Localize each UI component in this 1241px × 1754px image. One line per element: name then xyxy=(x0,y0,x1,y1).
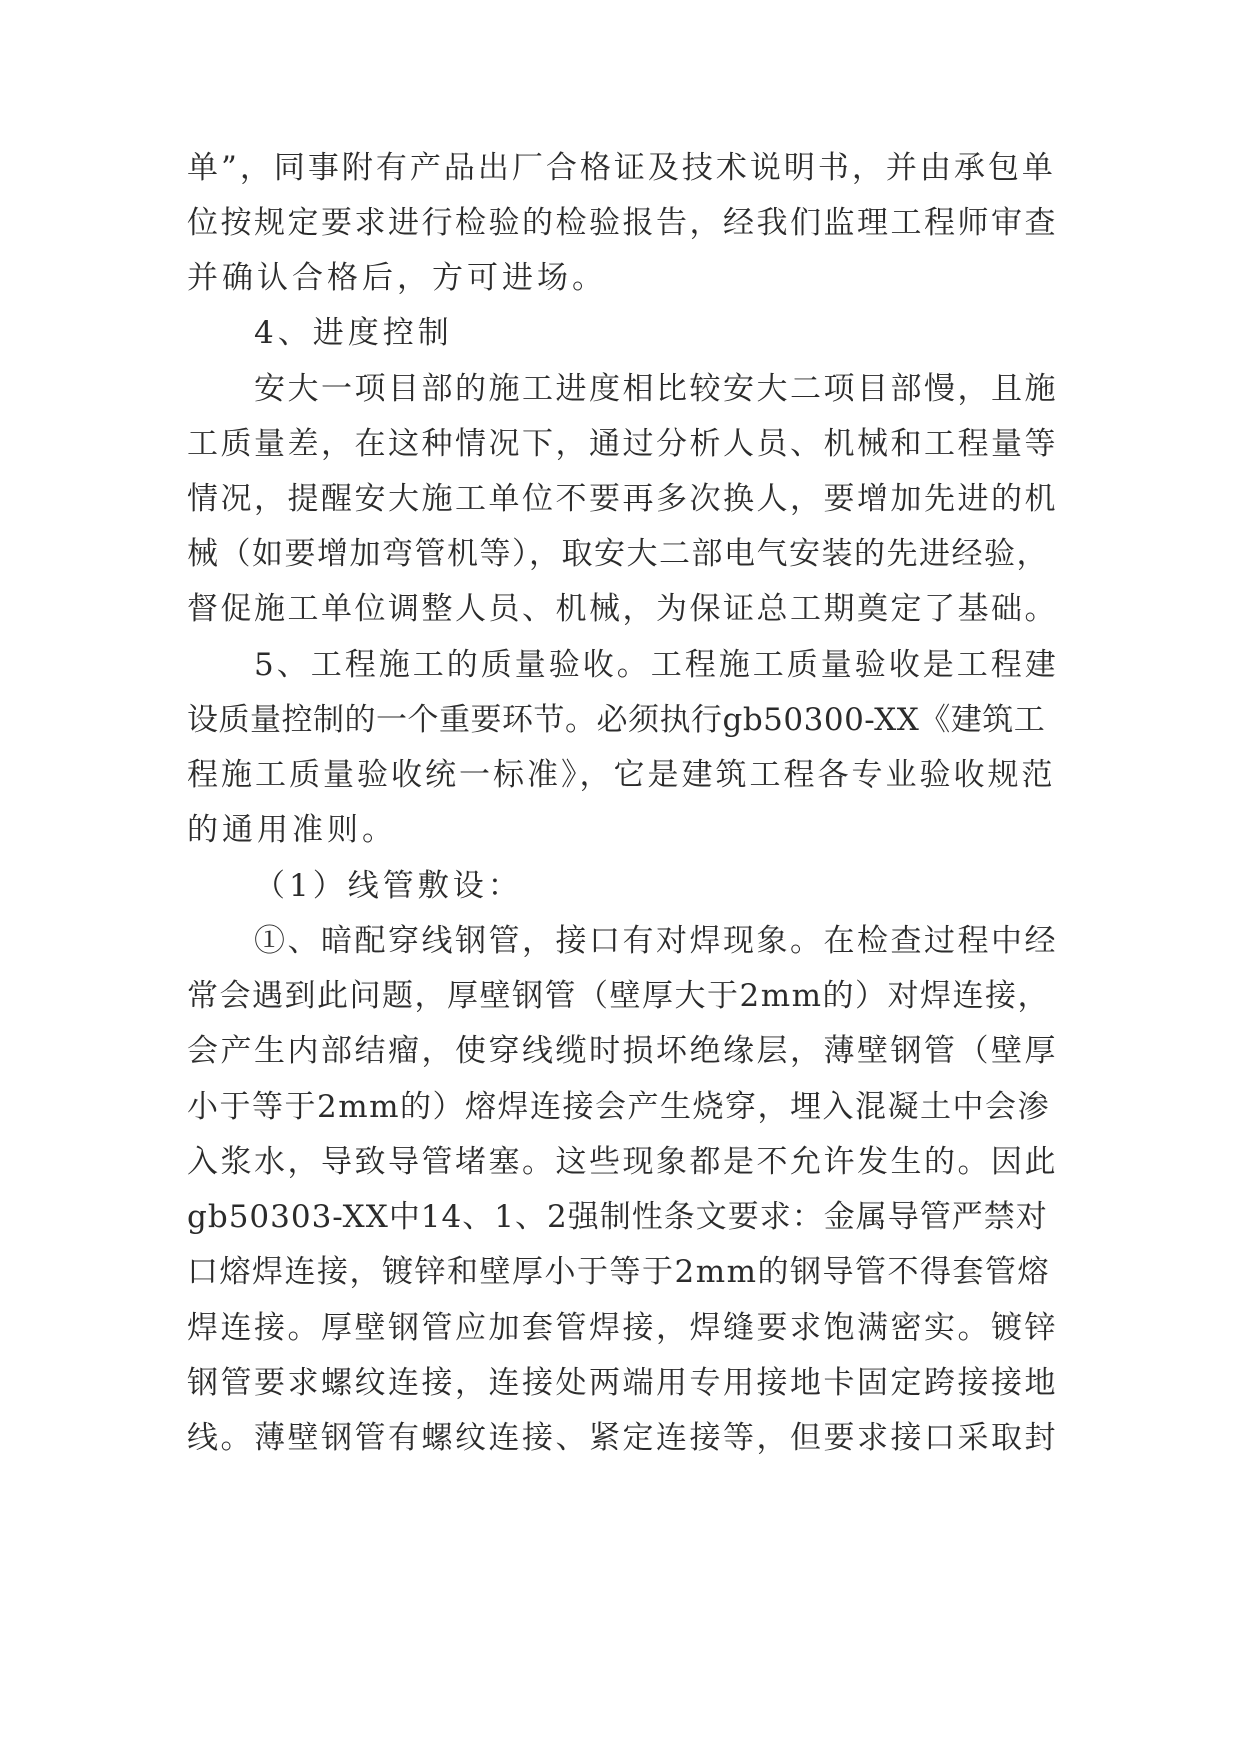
text-line: 程施工质量验收统一标准》，它是建筑工程各专业验收规范 xyxy=(187,757,1056,793)
text-line: 督促施工单位调整人员、机械，为保证总工期奠定了基础。 xyxy=(187,591,1058,627)
text-line: 小于等于2mm的）熔焊连接会产生烧穿，埋入混凝土中会渗 xyxy=(187,1089,1051,1125)
text-line: 安大一项目部的施工进度相比较安大二项目部慢，且施 xyxy=(254,371,1058,407)
text-line: 并确认合格后，方可进场。 xyxy=(187,260,607,296)
section-heading: 4、进度控制 xyxy=(254,315,453,351)
text-line: ①、暗配穿线钢管，接口有对焊现象。在检查过程中经 xyxy=(254,923,1058,959)
text-line: 设质量控制的一个重要环节。必须执行gb50300-XX《建筑工 xyxy=(187,702,1046,738)
text-line: 焊连接。厚壁钢管应加套管焊接，焊缝要求饱满密实。镀锌 xyxy=(187,1310,1058,1346)
text-line: 工质量差，在这种情况下，通过分析人员、机械和工程量等 xyxy=(187,426,1058,462)
text-line: gb50303-XX中14、1、2强制性条文要求：金属导管严禁对 xyxy=(187,1199,1048,1235)
text-line: 单”，同事附有产品出厂合格证及技术说明书，并由承包单 xyxy=(187,150,1056,186)
text-line: 5、工程施工的质量验收。工程施工质量验收是工程建 xyxy=(254,647,1059,683)
text-line: 线。薄壁钢管有螺纹连接、紧定连接等，但要求接口采取封 xyxy=(187,1420,1058,1456)
text-line: 入浆水，导致导管堵塞。这些现象都是不允许发生的。因此 xyxy=(187,1144,1058,1180)
text-line: 常会遇到此问题，厚壁钢管（壁厚大于2mm的）对焊连接， xyxy=(187,978,1051,1014)
text-line: 的通用准则。 xyxy=(187,812,397,848)
subsection-heading: （1）线管敷设： xyxy=(254,868,523,904)
text-line: 位按规定要求进行检验的检验报告，经我们监理工程师审查 xyxy=(187,205,1058,241)
text-line: 口熔焊连接，镀锌和壁厚小于等于2mm的钢导管不得套管熔 xyxy=(187,1254,1051,1290)
text-line: 会产生内部结瘤，使穿线缆时损坏绝缘层，薄壁钢管（壁厚 xyxy=(187,1033,1058,1069)
text-line: 情况，提醒安大施工单位不要再多次换人，要增加先进的机 xyxy=(187,481,1058,517)
text-line: 械（如要增加弯管机等），取安大二部电气安装的先进经验， xyxy=(187,536,1049,572)
text-line: 钢管要求螺纹连接，连接处两端用专用接地卡固定跨接接地 xyxy=(187,1365,1058,1401)
